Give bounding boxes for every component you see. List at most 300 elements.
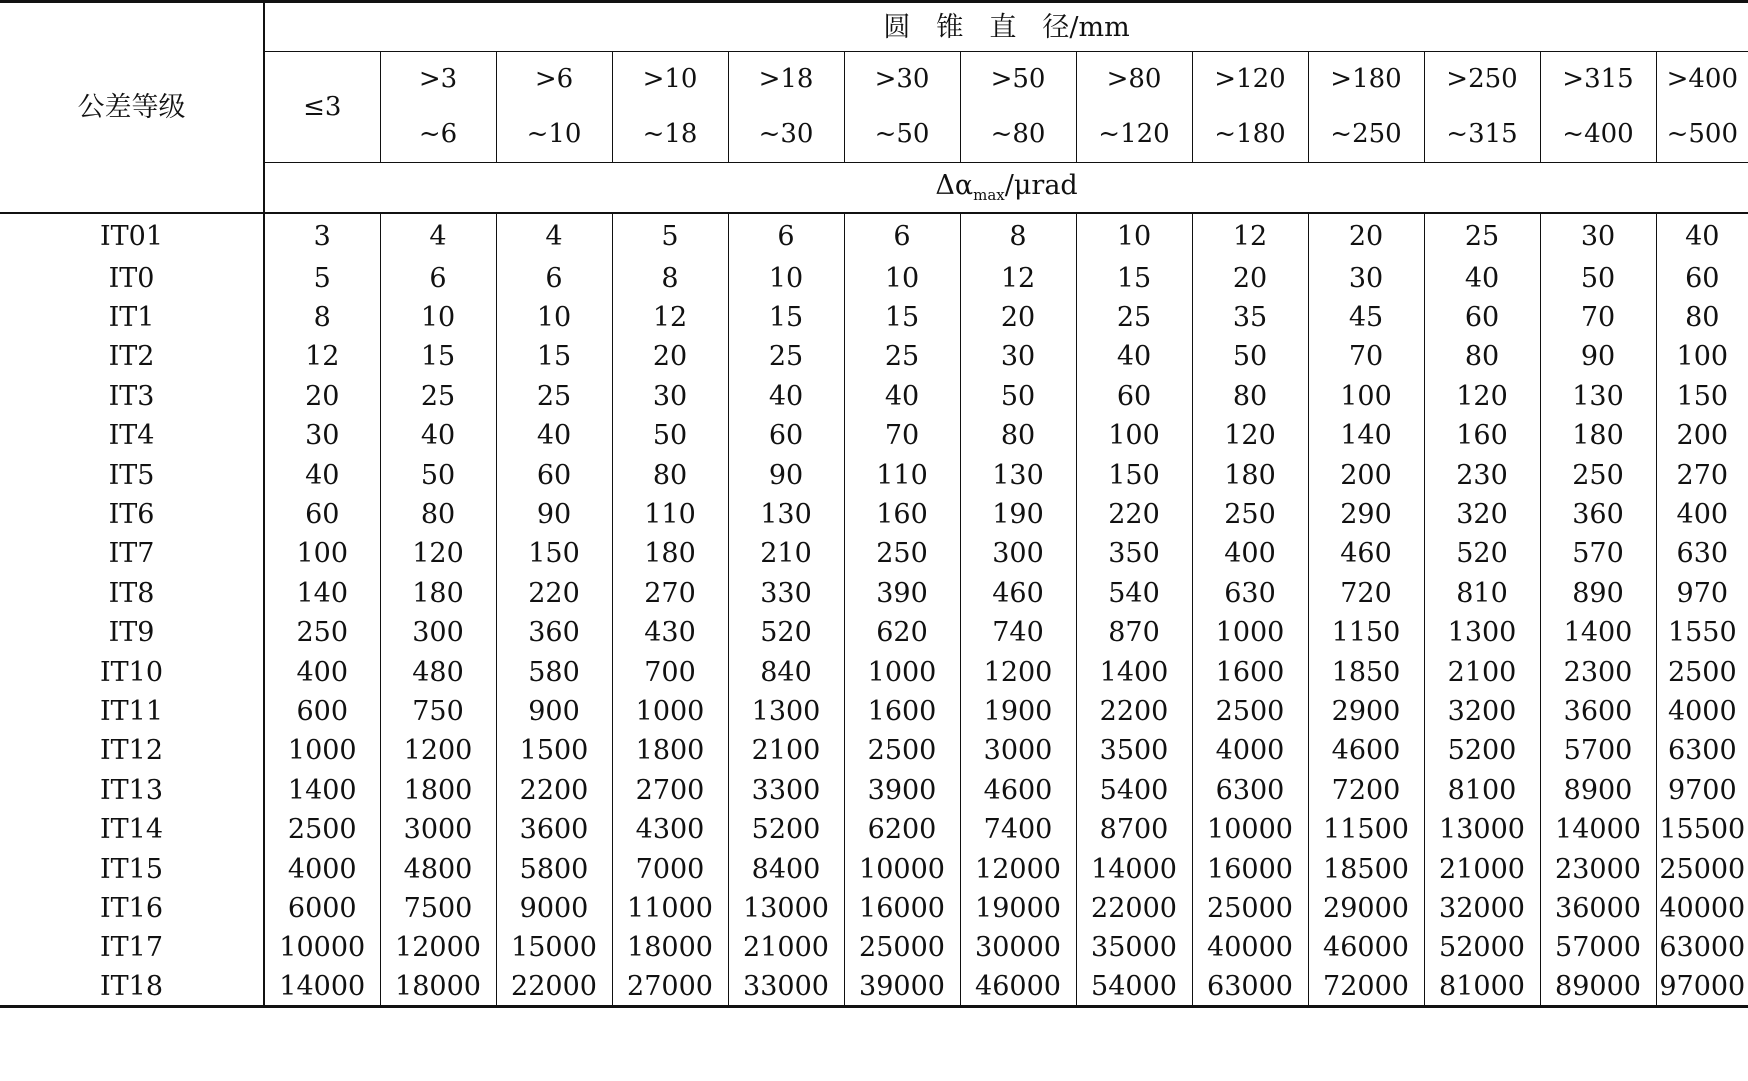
value-cell: 10 [380, 298, 496, 337]
value-cell: 400 [1676, 499, 1729, 531]
value-cell: 1800 [380, 771, 496, 810]
value-cell: 63000 [1192, 968, 1308, 1007]
value-cell: 5200 [1424, 731, 1540, 770]
table-row [0, 731, 1748, 770]
value-cell: 6 [496, 259, 612, 298]
value-cell: 2200 [496, 771, 612, 810]
diameter-range-header [380, 52, 496, 163]
value-cell: 10000 [844, 849, 960, 888]
value-cell: 2700 [612, 771, 728, 810]
grade-cell: IT5 [0, 455, 264, 494]
value-cell: 36000 [1540, 889, 1656, 928]
value-cell: 35000 [1076, 928, 1192, 967]
value-cell: 320 [1424, 495, 1540, 534]
value-cell: 620 [844, 613, 960, 652]
value-cell: 130 [728, 495, 844, 534]
grade-cell: IT12 [0, 731, 264, 770]
value-cell: 180 [380, 574, 496, 613]
table-row [0, 377, 1748, 416]
grade-cell: IT14 [0, 810, 264, 849]
grade-cell: IT9 [0, 613, 264, 652]
value-cell: 20 [960, 298, 1076, 337]
value-cell: 8 [612, 259, 728, 298]
value-cell: 60 [1076, 377, 1192, 416]
value-cell: 250 [1192, 495, 1308, 534]
value-cell: 160 [1424, 416, 1540, 455]
value-cell: 21000 [728, 928, 844, 967]
grade-column-header [0, 2, 264, 213]
value-cell: 4000 [1192, 731, 1308, 770]
value-cell: 15000 [496, 928, 612, 967]
diameter-header-char: 锥 [936, 11, 990, 43]
value-cell: 1900 [960, 692, 1076, 731]
range-upper-bound: ~400 [1562, 119, 1634, 149]
header-row-diameter [0, 2, 1748, 52]
range-upper-bound: ~180 [1214, 119, 1286, 149]
value-cell: 1400 [1540, 613, 1656, 652]
diameter-range-header [1308, 52, 1424, 163]
value-cell: 12000 [380, 928, 496, 967]
value-cell: 7400 [960, 810, 1076, 849]
value-cell: 33000 [728, 968, 844, 1007]
value-cell: 1000 [844, 652, 960, 691]
value-cell: 250 [264, 613, 380, 652]
value-cell: 6 [728, 213, 844, 259]
value-cell: 270 [1676, 459, 1729, 491]
value-cell: 60 [264, 495, 380, 534]
value-cell: 2500 [1667, 656, 1737, 688]
value-cell: 5 [264, 259, 380, 298]
value-cell: 4800 [380, 849, 496, 888]
value-cell: 15 [844, 298, 960, 337]
range-lower-bound: >10 [642, 64, 698, 94]
value-cell: 890 [1540, 574, 1656, 613]
value-cell: 540 [1076, 574, 1192, 613]
value-cell: 520 [1424, 534, 1540, 573]
range-upper-bound: ~18 [642, 119, 698, 149]
value-cell: 160 [844, 495, 960, 534]
unit-header-tail: /μrad [1004, 169, 1078, 201]
value-cell: 100 [264, 534, 380, 573]
value-cell: 15500 [1659, 814, 1746, 846]
value-cell: 39000 [844, 968, 960, 1007]
value-cell: 27000 [612, 968, 728, 1007]
value-cell: 360 [496, 613, 612, 652]
table-row [0, 337, 1748, 376]
value-cell: 900 [496, 692, 612, 731]
table-row [0, 810, 1748, 849]
value-cell: 90 [1540, 337, 1656, 376]
value-cell: 300 [380, 613, 496, 652]
value-cell: 5700 [1540, 731, 1656, 770]
value-cell: 150 [496, 534, 612, 573]
value-cell: 10 [1076, 213, 1192, 259]
unit-header-main: Δα [935, 169, 974, 201]
value-cell: 130 [960, 455, 1076, 494]
grade-cell: IT13 [0, 771, 264, 810]
table-row [0, 692, 1748, 731]
table-row [0, 455, 1748, 494]
value-cell: 120 [380, 534, 496, 573]
value-cell: 2100 [1424, 652, 1540, 691]
range-upper-bound: ~315 [1446, 119, 1518, 149]
value-cell: 150 [1076, 455, 1192, 494]
value-cell: 40000 [1659, 892, 1746, 924]
value-cell: 8 [960, 213, 1076, 259]
value-cell: 80 [380, 495, 496, 534]
value-cell: 3600 [496, 810, 612, 849]
value-cell: 70 [1540, 298, 1656, 337]
value-cell: 11000 [612, 889, 728, 928]
value-cell: 4000 [264, 849, 380, 888]
value-cell: 5800 [496, 849, 612, 888]
value-cell: 120 [1192, 416, 1308, 455]
value-cell: 4 [380, 213, 496, 259]
value-cell: 2300 [1540, 652, 1656, 691]
value-cell: 97000 [1656, 968, 1748, 1007]
diameter-range-header [844, 52, 960, 163]
range-upper-bound: ~6 [418, 119, 458, 149]
value-cell: 10 [728, 259, 844, 298]
grade-cell: IT6 [0, 495, 264, 534]
value-cell: 40 [496, 416, 612, 455]
value-cell: 600 [264, 692, 380, 731]
value-cell: 190 [960, 495, 1076, 534]
value-cell: 35 [1192, 298, 1308, 337]
value-cell: 2900 [1308, 692, 1424, 731]
value-cell: 80 [1192, 377, 1308, 416]
value-cell: 570 [1540, 534, 1656, 573]
value-cell: 110 [844, 455, 960, 494]
value-cell: 40 [728, 377, 844, 416]
value-cell: 20 [1192, 259, 1308, 298]
value-cell: 12 [1192, 213, 1308, 259]
value-cell: 1200 [380, 731, 496, 770]
value-cell: 100 [1076, 416, 1192, 455]
grade-cell: IT18 [0, 968, 264, 1007]
value-cell: 700 [612, 652, 728, 691]
value-cell: 12 [612, 298, 728, 337]
value-cell: 1000 [1192, 613, 1308, 652]
value-cell: 430 [612, 613, 728, 652]
table-row [0, 613, 1748, 652]
value-cell: 460 [1308, 534, 1424, 573]
value-cell: 630 [1676, 538, 1729, 570]
value-cell: 15 [1076, 259, 1192, 298]
value-cell: 60 [496, 455, 612, 494]
value-cell: 30000 [960, 928, 1076, 967]
range-lower-bound: >18 [758, 64, 814, 94]
value-cell: 22000 [1076, 889, 1192, 928]
range-lower-bound: >80 [1106, 64, 1162, 94]
value-cell: 25 [844, 337, 960, 376]
value-cell: 1400 [1076, 652, 1192, 691]
value-cell: 50 [1192, 337, 1308, 376]
value-cell: 70 [844, 416, 960, 455]
value-cell: 52000 [1424, 928, 1540, 967]
diameter-range-header [612, 52, 728, 163]
value-cell: 8 [264, 298, 380, 337]
grade-cell: IT1 [0, 298, 264, 337]
value-cell: 50 [380, 455, 496, 494]
table-row [0, 495, 1748, 534]
value-cell: 50 [612, 416, 728, 455]
value-cell: 80 [1424, 337, 1540, 376]
range-lower-bound: >400 [1666, 64, 1739, 94]
diameter-range-header [1540, 52, 1656, 163]
value-cell: 5200 [728, 810, 844, 849]
table-row [0, 298, 1748, 337]
grade-cell: IT01 [0, 213, 264, 259]
value-cell: 520 [728, 613, 844, 652]
value-cell: 30 [1540, 213, 1656, 259]
table-row [0, 889, 1748, 928]
value-cell: 8700 [1076, 810, 1192, 849]
value-cell: 2500 [1192, 692, 1308, 731]
unit-header [264, 163, 1748, 213]
table-row [0, 574, 1748, 613]
value-cell: 10 [844, 259, 960, 298]
value-cell: 9000 [496, 889, 612, 928]
value-cell: 14000 [264, 968, 380, 1007]
value-cell: 15 [728, 298, 844, 337]
unit-header-sub: max [973, 185, 1005, 204]
value-cell: 14000 [1540, 810, 1656, 849]
table-row [0, 928, 1748, 967]
value-cell: 1850 [1308, 652, 1424, 691]
value-cell: 630 [1192, 574, 1308, 613]
grade-cell: IT16 [0, 889, 264, 928]
value-cell: 16000 [844, 889, 960, 928]
value-cell: 81000 [1424, 968, 1540, 1007]
value-cell: 1500 [496, 731, 612, 770]
value-cell: 10 [496, 298, 612, 337]
value-cell: 970 [1676, 577, 1729, 609]
value-cell: 18500 [1308, 849, 1424, 888]
value-cell: 12 [960, 259, 1076, 298]
value-cell: 180 [1540, 416, 1656, 455]
value-cell: 9700 [1667, 774, 1737, 806]
value-cell: 4300 [612, 810, 728, 849]
value-cell: 3 [264, 213, 380, 259]
value-cell: 1400 [264, 771, 380, 810]
table-row [0, 849, 1748, 888]
range-lower-bound: >30 [874, 64, 930, 94]
value-cell: 30 [960, 337, 1076, 376]
value-cell: 180 [612, 534, 728, 573]
range-upper-bound: ~80 [990, 119, 1046, 149]
value-cell: 870 [1076, 613, 1192, 652]
value-cell: 25 [1076, 298, 1192, 337]
value-cell: 15 [380, 337, 496, 376]
value-cell: 300 [960, 534, 1076, 573]
value-cell: 6300 [1192, 771, 1308, 810]
value-cell: 1150 [1308, 613, 1424, 652]
value-cell: 40 [844, 377, 960, 416]
value-cell: 6300 [1667, 735, 1737, 767]
value-cell: 2100 [728, 731, 844, 770]
value-cell: 580 [496, 652, 612, 691]
grade-cell: IT2 [0, 337, 264, 376]
value-cell: 63000 [1659, 932, 1746, 964]
value-cell: 3300 [728, 771, 844, 810]
grade-cell: IT3 [0, 377, 264, 416]
diameter-header-char: 直 [989, 11, 1043, 43]
value-cell: 60 [1424, 298, 1540, 337]
value-cell: 220 [496, 574, 612, 613]
value-cell: 720 [1308, 574, 1424, 613]
value-cell: 150 [1676, 380, 1729, 412]
value-cell: 100 [1308, 377, 1424, 416]
value-cell: 15 [496, 337, 612, 376]
value-cell: 220 [1076, 495, 1192, 534]
value-cell: 25 [728, 337, 844, 376]
value-cell: 54000 [1076, 968, 1192, 1007]
value-cell: 6000 [264, 889, 380, 928]
value-cell: 40 [1076, 337, 1192, 376]
value-cell: 3500 [1076, 731, 1192, 770]
table-row [0, 259, 1748, 298]
value-cell: 25 [496, 377, 612, 416]
value-cell: 5400 [1076, 771, 1192, 810]
grade-header-label: 公差等级 [77, 91, 186, 123]
value-cell: 8900 [1540, 771, 1656, 810]
value-cell: 140 [1308, 416, 1424, 455]
diameter-header-char: 径/mm [1042, 11, 1130, 43]
value-cell: 3600 [1540, 692, 1656, 731]
diameter-group-header [264, 2, 1748, 52]
value-cell: 13000 [1424, 810, 1540, 849]
diameter-range-header [1656, 52, 1748, 163]
value-cell: 740 [960, 613, 1076, 652]
value-cell: 180 [1192, 455, 1308, 494]
value-cell: 1800 [612, 731, 728, 770]
value-cell: 270 [612, 574, 728, 613]
value-cell: 14000 [1076, 849, 1192, 888]
value-cell: 25000 [1192, 889, 1308, 928]
value-cell: 21000 [1424, 849, 1540, 888]
value-cell: 250 [844, 534, 960, 573]
value-cell: 2200 [1076, 692, 1192, 731]
value-cell: 89000 [1540, 968, 1656, 1007]
diameter-range-header [728, 52, 844, 163]
value-cell: 32000 [1424, 889, 1540, 928]
value-cell: 8400 [728, 849, 844, 888]
value-cell: 19000 [960, 889, 1076, 928]
value-cell: 1300 [728, 692, 844, 731]
range-lower-bound: ≤3 [303, 91, 342, 122]
value-cell: 25000 [1659, 853, 1746, 885]
value-cell: 2500 [844, 731, 960, 770]
value-cell: 50 [960, 377, 1076, 416]
value-cell: 390 [844, 574, 960, 613]
value-cell: 57000 [1540, 928, 1656, 967]
range-lower-bound: >50 [990, 64, 1046, 94]
value-cell: 46000 [1308, 928, 1424, 967]
diameter-range-header [1424, 52, 1540, 163]
table-row [0, 652, 1748, 691]
value-cell: 250 [1540, 455, 1656, 494]
value-cell: 290 [1308, 495, 1424, 534]
value-cell: 3200 [1424, 692, 1540, 731]
value-cell: 110 [612, 495, 728, 534]
value-cell: 1600 [844, 692, 960, 731]
value-cell: 40 [380, 416, 496, 455]
table-row [0, 213, 1748, 259]
value-cell: 7200 [1308, 771, 1424, 810]
grade-cell: IT17 [0, 928, 264, 967]
value-cell: 13000 [728, 889, 844, 928]
grade-cell: IT8 [0, 574, 264, 613]
value-cell: 10000 [1192, 810, 1308, 849]
value-cell: 20 [1308, 213, 1424, 259]
value-cell: 18000 [612, 928, 728, 967]
value-cell: 23000 [1540, 849, 1656, 888]
value-cell: 90 [728, 455, 844, 494]
diameter-header-char: 圆 [883, 11, 937, 43]
value-cell: 46000 [960, 968, 1076, 1007]
value-cell: 40000 [1192, 928, 1308, 967]
value-cell: 60 [1685, 262, 1720, 294]
value-cell: 5 [612, 213, 728, 259]
value-cell: 7500 [380, 889, 496, 928]
grade-cell: IT11 [0, 692, 264, 731]
value-cell: 16000 [1192, 849, 1308, 888]
value-cell: 1550 [1667, 617, 1737, 649]
value-cell: 4600 [1308, 731, 1424, 770]
range-upper-bound: ~50 [874, 119, 930, 149]
range-upper-bound: ~120 [1098, 119, 1170, 149]
value-cell: 45 [1308, 298, 1424, 337]
value-cell: 230 [1424, 455, 1540, 494]
range-lower-bound: >3 [418, 64, 458, 94]
value-cell: 90 [496, 495, 612, 534]
value-cell: 80 [612, 455, 728, 494]
value-cell: 50 [1540, 259, 1656, 298]
value-cell: 20 [264, 377, 380, 416]
value-cell: 750 [380, 692, 496, 731]
value-cell: 3900 [844, 771, 960, 810]
value-cell: 29000 [1308, 889, 1424, 928]
range-upper-bound: ~30 [758, 119, 814, 149]
value-cell: 25 [380, 377, 496, 416]
value-cell: 4600 [960, 771, 1076, 810]
value-cell: 350 [1076, 534, 1192, 573]
diameter-range-header [1192, 52, 1308, 163]
value-cell: 140 [264, 574, 380, 613]
value-cell: 18000 [380, 968, 496, 1007]
value-cell: 4000 [1667, 695, 1737, 727]
value-cell: 100 [1676, 341, 1729, 373]
value-cell: 480 [380, 652, 496, 691]
value-cell: 30 [264, 416, 380, 455]
value-cell: 40 [1424, 259, 1540, 298]
value-cell: 210 [728, 534, 844, 573]
value-cell: 200 [1308, 455, 1424, 494]
value-cell: 460 [960, 574, 1076, 613]
value-cell: 400 [1192, 534, 1308, 573]
range-lower-bound: >180 [1330, 64, 1402, 94]
value-cell: 12000 [960, 849, 1076, 888]
table-row [0, 416, 1748, 455]
value-cell: 7000 [612, 849, 728, 888]
diameter-range-header [960, 52, 1076, 163]
value-cell: 1000 [264, 731, 380, 770]
value-cell: 40 [264, 455, 380, 494]
table-row [0, 968, 1748, 1007]
value-cell: 330 [728, 574, 844, 613]
range-upper-bound: ~500 [1666, 119, 1739, 149]
